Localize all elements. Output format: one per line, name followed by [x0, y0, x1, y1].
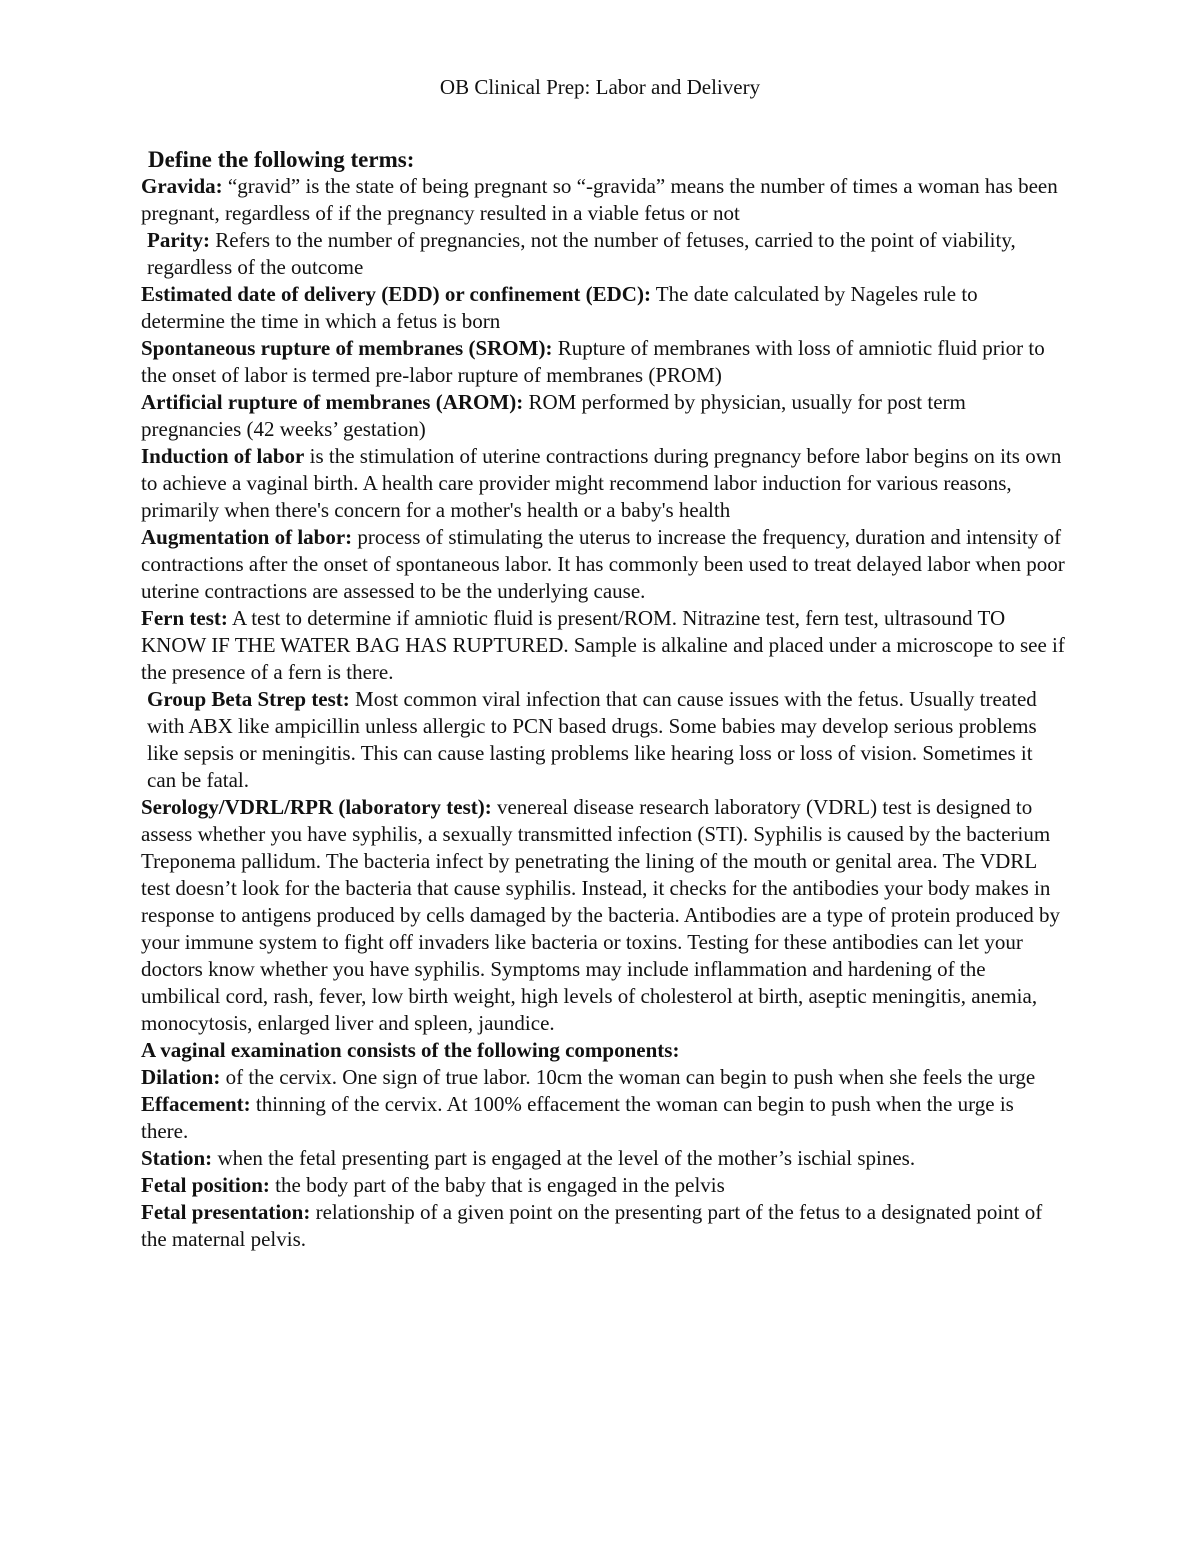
term-text: Most common viral infection that can cause issues with the fetus. Usually treated with ABX like ampicillin unless allergic to PCN based drugs. Some babies may develop serious problems like sepsis or meningitis. This can cause lasting problems like hearing loss or loss of vision. Sometimes it can be fatal. [147, 687, 1037, 792]
definition-augmentation [141, 524, 1066, 605]
term-label: Artificial rupture of membranes (AROM): [141, 390, 524, 414]
definition-list [141, 173, 1066, 1253]
term-label: Estimated date of delivery (EDD) or confinement (EDC): [141, 282, 651, 306]
page-header: OB Clinical Prep: Labor and Delivery [439, 75, 761, 99]
term-text: Rupture of membranes with loss of amniotic fluid prior to the onset of labor is termed pre-labor rupture of membranes (PROM) [141, 336, 1045, 387]
definition-srom [141, 335, 1066, 389]
term-label: Group Beta Strep test: [147, 687, 350, 711]
term-label: Augmentation of labor: [141, 525, 353, 549]
term-label: Station: [141, 1146, 213, 1170]
term-label: Fetal position: [141, 1173, 270, 1197]
term-text: relationship of a given point on the presenting part of the fetus to a designated point of the maternal pelvis. [141, 1200, 1043, 1251]
term-text: thinning of the cervix. At 100% effacement the woman can begin to push when the urge is there. [141, 1092, 1014, 1143]
term-text: Refers to the number of pregnancies, not the number of fetuses, carried to the point of viability, regardless of the outcome [147, 228, 1016, 279]
definition-fern-test [141, 605, 1066, 686]
term-text: when the fetal presenting part is engaged at the level of the mother’s ischial spines. [212, 1146, 916, 1170]
term-text: is the stimulation of uterine contractions during pregnancy before labor begins on its own to achieve a vaginal birth. A health care provider might recommend labor induction for various reasons, primarily when there's concern for a mother's health or a baby's health [141, 444, 1062, 522]
definition-serology [141, 794, 1066, 1037]
term-text: of the cervix. One sign of true labor. 10cm the woman can begin to push when she feels the urge [220, 1065, 1036, 1089]
term-label: Fetal presentation: [141, 1200, 311, 1224]
definition-arom [141, 389, 1066, 443]
term-label: Induction of labor [141, 444, 305, 468]
term-label: Serology/VDRL/RPR (laboratory test): [141, 795, 492, 819]
term-label: Gravida: [141, 174, 223, 198]
term-label: Spontaneous rupture of membranes (SROM): [141, 336, 553, 360]
section-heading: Define the following terms: [148, 147, 415, 172]
term-text: The date calculated by Nageles rule to determine the time in which a fetus is born [141, 282, 978, 333]
document-body [141, 146, 1066, 1253]
term-text: the body part of the baby that is engaged in the pelvis [269, 1173, 725, 1197]
term-label: Dilation: [141, 1065, 221, 1089]
definition-edd [141, 281, 1066, 335]
term-label: Effacement: [141, 1092, 251, 1116]
term-text: ROM performed by physician, usually for post term pregnancies (42 weeks’ gestation) [141, 390, 966, 441]
exam-item-effacement [141, 1091, 1066, 1145]
term-label: Fern test: [141, 606, 228, 630]
exam-item-fetal-presentation [141, 1199, 1066, 1253]
exam-item-dilation [141, 1064, 1066, 1091]
term-text: process of stimulating the uterus to increase the frequency, duration and intensity of contractions after the onset of spontaneous labor. It has commonly been used to treat delayed labor when poor uterine contractions are assessed to be the underlying cause. [141, 525, 1065, 603]
term-text: “gravid” is the state of being pregnant so “-gravida” means the number of times a woman has been pregnant, regardless of if the pregnancy resulted in a viable fetus or not [141, 174, 1058, 225]
definition-gbs-test [141, 686, 1066, 794]
term-text: venereal disease research laboratory (VDRL) test is designed to assess whether you have syphilis, a sexually transmitted infection (STI). Syphilis is caused by the bacterium Treponema pallidum. The bacteria infect by penetrating the lining of the mouth or genital area. The VDRL test doesn’t look for the bacteria that cause syphilis. Instead, it checks for the antibodies your body makes in response to antigens produced by cells damaged by the bacteria. Antibodies are a type of protein produced by your immune system to fight off invaders like bacteria or toxins. Testing for these antibodies can let your doctors know whether you have syphilis. Symptoms may include inflammation and hardening of the umbilical cord, rash, fever, low birth weight, high levels of cholesterol at birth, aseptic meningitis, anemia, monocytosis, enlarged liver and spleen, jaundice. [141, 795, 1061, 1035]
term-text: A test to determine if amniotic fluid is present/ROM. Nitrazine test, fern test, ultrasound TO KNOW IF THE WATER BAG HAS RUPTURED. Sample is alkaline and placed under a microscope to see if the presence of a fern is there. [141, 606, 1065, 684]
definition-induction [141, 443, 1066, 524]
definition-gravida [141, 173, 1066, 227]
exam-item-fetal-position [141, 1172, 1066, 1199]
exam-item-station [141, 1145, 1066, 1172]
vaginal-exam-heading: A vaginal examination consists of the following components: [141, 1038, 680, 1062]
definition-parity [141, 227, 1066, 281]
term-label: Parity: [147, 228, 210, 252]
